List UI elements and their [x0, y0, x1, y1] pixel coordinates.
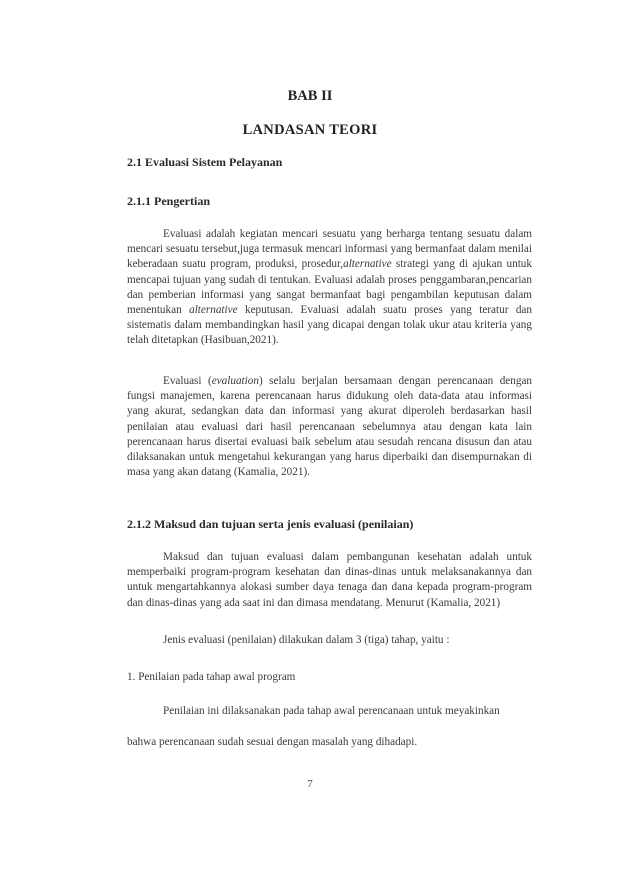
paragraph-definition-text: Evaluasi adalah kegiatan mencari sesuatu yang berharga tentang sesuatu dalam mencari sesuatu tersebut,juga termasuk mencari informasi yang bermanfaat dalam menilai keberadaan suatu program, produksi, prosedur, [127, 228, 532, 271]
chapter-heading: BAB II [287, 88, 333, 104]
section-heading-2-1: 2.1 Evaluasi Sistem Pelayanan [127, 155, 283, 169]
paragraph-purpose: Maksud dan tujuan evaluasi dalam pembangunan kesehatan adalah untuk memperbaiki program-program kesehatan dan dinas-dinas untuk melaksanakannya dan untuk mengartahkannya alokasi sumber daya tenaga dan dana kepada program-program dan dinas-dinas yang ada saat ini dan dimasa mendatang. Menurut (Kamalia, 2021) [127, 551, 532, 609]
paragraph-evaluation-emphasis: evaluation [211, 375, 259, 387]
chapter-title: LANDASAN TEORI [242, 122, 378, 138]
paragraph-initial-assessment-line-2: bahwa perencanaan sudah sesuai dengan masalah yang dihadapi. [127, 736, 418, 748]
paragraph-definition-emphasis-2: alternative [189, 304, 238, 317]
paragraph-evaluation [127, 374, 532, 480]
paragraph-definition-text-3: keputusan. Evaluasi adalah suatu proses yang teratur dan sistematis dalam membandingkan hasil yang dicapai dengan tolak ukur atau kriteria yang telah ditetapkan (Hasibuan,2021). [127, 304, 532, 347]
paragraph-definition-text-2: strategi yang di ajukan untuk mencapai tujuan yang sudah di tentukan. Evaluasi adalah proses penggambaran,pencarian dan pemberian informasi yang sangat bermanfaat bagi pengambilan keputusan dalam menentukan [127, 258, 532, 317]
paragraph-definition [127, 227, 532, 349]
subsection-heading-2-1-2: 2.1.2 Maksud dan tujuan serta jenis evaluasi (penilaian) [127, 517, 414, 531]
paragraph-initial-assessment-line-1: Penilaian ini dilaksanakan pada tahap awal perencanaan untuk meyakinkan [163, 705, 500, 717]
list-item-1: 1. Penilaian pada tahap awal program [127, 671, 296, 683]
subsection-heading-2-1-1: 2.1.1 Pengertian [127, 194, 210, 208]
paragraph-evaluation-types: Jenis evaluasi (penilaian) dilakukan dalam 3 (tiga) tahap, yaitu : [163, 634, 450, 646]
paragraph-evaluation-text-2: ) selalu berjalan bersamaan dengan perencanaan dengan fungsi manajemen, karena perencanaan harus didukung oleh data-data atau informasi yang akurat, sedangkan data dan informasi yang akurat diperoleh berdasarkan hasil penilaian atau evaluasi dari hasil perencanaan sebelumnya atau dengan kata lain perencanaan harus disertai evaluasi baik sebelum atau sesudah rencana disusun dan atau dilaksanakan untuk mengetahui kekurangan yang harus diperbaiki dan disempurnakan di masa yang akan datang (Kamalia, 2021). [127, 375, 533, 479]
paragraph-evaluation-text: Evaluasi ( [163, 375, 212, 387]
page-number: 7 [307, 778, 313, 790]
paragraph-definition-emphasis-1: alternative [343, 258, 392, 271]
